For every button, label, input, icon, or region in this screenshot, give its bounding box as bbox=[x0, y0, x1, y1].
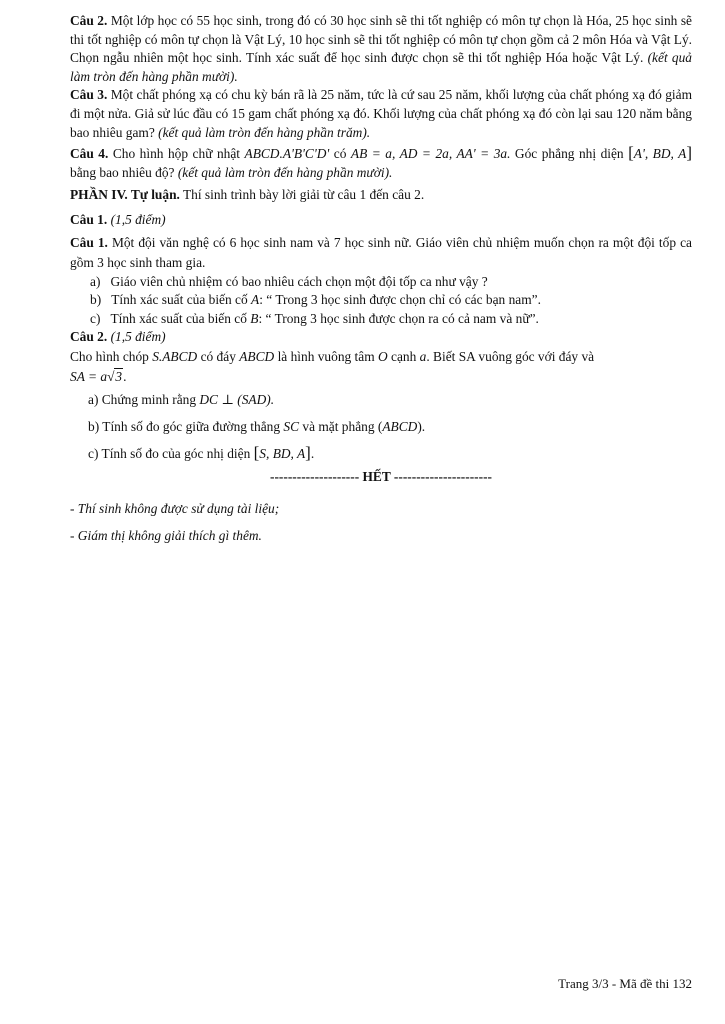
part-instruction: Thí sinh trình bày lời giải từ câu 1 đến câu 2. bbox=[179, 187, 425, 203]
question-text: bằng bao nhiêu độ? bbox=[70, 164, 178, 180]
essay-2-item-c: c) Tính số đo của góc nhị diện [S, BD, A]. bbox=[88, 443, 315, 463]
essay-points: (1,5 điểm) bbox=[107, 329, 166, 345]
rounding-note: (kết quả làm tròn đến hàng phần mười). bbox=[177, 164, 393, 180]
essay-1-header bbox=[70, 211, 692, 230]
essay-2-item-a: a) Chứng minh rằng DC ⊥ (SAD). bbox=[88, 391, 275, 407]
essay-2-item-b: b) Tính số đo góc giữa đường thẳng SC và mặt phẳng (ABCD). bbox=[88, 418, 426, 434]
end-mark: -------------------- HẾT ---------------------- bbox=[269, 468, 493, 484]
question-3 bbox=[70, 86, 692, 142]
essay-1-items bbox=[70, 273, 692, 329]
essay-label: Câu 1. bbox=[70, 211, 108, 227]
period: . bbox=[123, 368, 127, 384]
exam-page bbox=[70, 12, 692, 545]
dihedral-angle: A', BD, A bbox=[633, 146, 687, 162]
sqrt-sign: √ bbox=[107, 368, 115, 384]
sa-formula: SA = a bbox=[70, 368, 108, 384]
question-label: Câu 2. bbox=[70, 13, 108, 28]
sqrt-radicand: 3 bbox=[115, 368, 123, 384]
question-label: Câu 3. bbox=[70, 87, 108, 103]
question-4 bbox=[70, 144, 692, 182]
essay-1-item-b: b) Tính xác suất của biến cố A: “ Trong 3 học sinh được chọn chỉ có các bạn nam”. bbox=[90, 292, 541, 308]
rounding-note: (kết quả làm tròn đến hàng phần trăm). bbox=[158, 124, 371, 140]
note-line: - Thí sinh không được sử dụng tài liệu; bbox=[70, 501, 280, 517]
rounding-note: (kết quả làm tròn đến hàng phần mười). bbox=[70, 50, 693, 84]
essay-text: Một đội văn nghệ có 6 học sinh nam và 7 học sinh nữ. Giáo viên chủ nhiệm muốn chọn ra một đội tốp ca gồm 3 học sinh tham gia. bbox=[70, 234, 692, 270]
essay-2-items bbox=[70, 391, 692, 464]
question-label: Câu 4. bbox=[70, 146, 109, 162]
essay-1-item-a: a) Giáo viên chủ nhiệm có bao nhiêu cách chọn một đội tốp ca như vậy ? bbox=[90, 273, 488, 289]
essay-1-question bbox=[70, 233, 692, 273]
page-footer: Trang 3/3 - Mã đề thi 132 bbox=[558, 976, 692, 991]
question-text: có bbox=[329, 146, 351, 162]
essay-label: Câu 2. bbox=[70, 329, 108, 345]
essay-points: (1,5 điểm) bbox=[107, 211, 166, 227]
bracket-left: [ bbox=[628, 143, 634, 163]
question-text: Một chất phóng xạ có chu kỳ bán rã là 25 năm, tức là cứ sau 25 năm, khối lượng của chất phóng xạ đó giảm đi một nửa. Giả sử lúc đầu có 15 gam chất phóng xạ đó. Khối lượng của chất phóng xạ đó còn lại sau 120 năm bằng bao nhiêu gam? bbox=[70, 87, 692, 140]
essay-label: Câu 1. bbox=[70, 234, 108, 250]
question-text: Một lớp học có 55 học sinh, trong đó có 30 học sinh sẽ thi tốt nghiệp có môn tự chọn là Hóa, 25 học sinh sẽ thi tốt nghiệp có môn tự chọn là Vật Lý, 10 học sinh sẽ thi tốt nghiệp có môn tự chọn gồm cả 2 môn Hóa và Vật Lý. Chọn ngẫu nhiên một học sinh. Tính xác suất để học sinh được chọn sẽ thi tốt nghiệp Hóa hoặc Vật Lý. bbox=[70, 13, 692, 66]
question-text: Cho hình hộp chữ nhật bbox=[108, 146, 245, 162]
bracket-right: ] bbox=[686, 143, 692, 163]
part-label: PHẦN IV. Tự luận. bbox=[70, 187, 180, 203]
part-4-heading bbox=[70, 186, 692, 205]
note-line: - Giám thị không giải thích gì thêm. bbox=[70, 527, 262, 543]
essay-1-item-c: c) Tính xác suất của biến cố B: “ Trong 3 học sinh được chọn ra có cả nam và nữ”. bbox=[90, 310, 539, 326]
box-dimensions: AB = a, AD = 2a, AA' = 3a. bbox=[350, 146, 511, 162]
box-name: ABCD.A'B'C'D' bbox=[244, 146, 330, 162]
question-2 bbox=[70, 12, 692, 86]
essay-2-header bbox=[70, 328, 692, 347]
essay-2-question: Cho hình chóp S.ABCD có đáy ABCD là hình vuông tâm O cạnh a. Biết SA vuông góc với đáy và SA = a√3. bbox=[70, 348, 595, 384]
question-text: Góc phẳng nhị diện bbox=[510, 146, 629, 162]
